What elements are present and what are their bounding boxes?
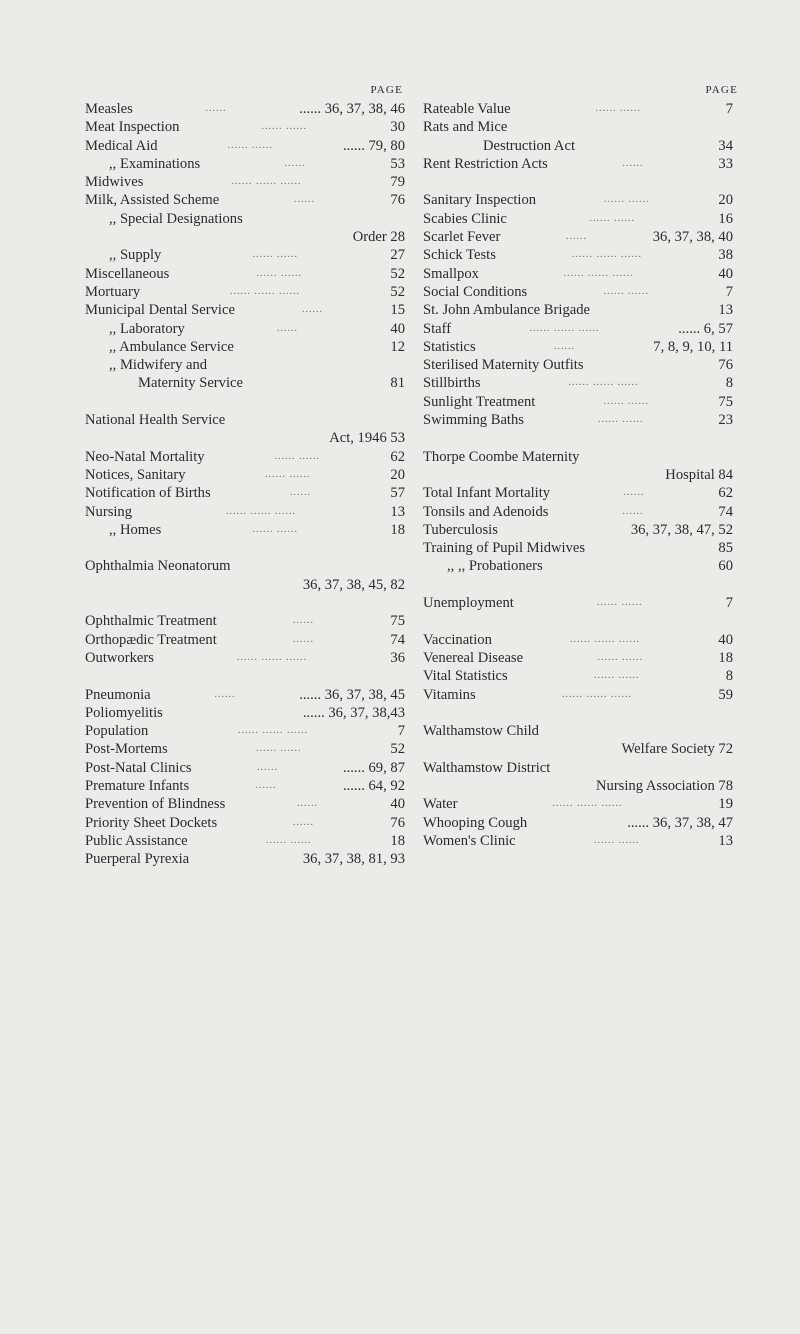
entry-term: Post-Natal Clinics [85, 759, 192, 776]
index-entry [85, 411, 405, 429]
entry-page-numbers: 7, 8, 9, 10, 11 [653, 338, 733, 355]
entry-term: ,, Homes [109, 521, 162, 538]
index-entry [423, 722, 743, 740]
index-entry [85, 210, 405, 228]
entry-term: Walthamstow Child [423, 723, 539, 740]
entry-term: Sanitary Inspection [423, 192, 537, 209]
index-entry [423, 466, 743, 484]
entry-page-numbers: 27 [390, 247, 405, 264]
entry-term: Neo-Natal Mortality [85, 448, 205, 465]
entry-term: Meat Inspection [85, 119, 180, 136]
entry-term: Notification of Births [85, 485, 211, 502]
entry-leader-dots: ...... [293, 816, 314, 828]
entry-term: Women's Clinic [423, 832, 516, 849]
index-entry [423, 740, 743, 758]
index-entry [85, 191, 405, 209]
entry-page-numbers: 13 [718, 832, 733, 849]
entry-page-numbers: 36, 37, 38, 47, 52 [630, 521, 733, 538]
section-gap [423, 576, 743, 594]
entry-page-numbers: ...... 36, 37, 38,43 [302, 704, 405, 721]
entry-page-numbers: 52 [390, 265, 405, 282]
entry-term: ,, Supply [109, 247, 162, 264]
entry-leader-dots: ...... ...... ...... [230, 285, 300, 297]
entry-leader-dots: ...... [255, 779, 277, 791]
entry-page-numbers: ...... 69, 87 [342, 759, 405, 776]
entry-page-numbers: 7 [397, 723, 405, 740]
index-entry [85, 521, 405, 539]
entry-term: Pneumonia [85, 686, 151, 703]
entry-page-numbers: 62 [718, 485, 733, 502]
entry-page-numbers: 59 [718, 686, 733, 703]
entry-leader-dots: ...... ...... [595, 103, 641, 114]
entry-page-numbers: 18 [390, 832, 405, 849]
entry-leader-dots: ...... ...... [603, 395, 649, 407]
entry-page-numbers: ...... 36, 37, 38, 46 [299, 101, 405, 117]
entry-term: Post-Mortems [85, 741, 168, 758]
index-entry [423, 265, 743, 283]
entry-leader-dots: ...... [290, 487, 311, 499]
entry-leader-dots: ...... [277, 322, 298, 334]
entry-page-numbers: 81 [390, 375, 405, 392]
entry-list-right [423, 100, 743, 850]
entry-page-numbers: 8 [725, 375, 733, 392]
entry-leader-dots: ...... ...... ...... [529, 322, 600, 334]
index-entry [423, 631, 743, 649]
entry-term: Water [423, 796, 458, 813]
entry-term: Stillbirths [423, 375, 481, 392]
index-entry [423, 484, 743, 502]
entry-page-numbers: 13 [718, 302, 733, 319]
index-entry [85, 631, 405, 649]
section-gap [85, 594, 405, 612]
index-entry [423, 557, 743, 575]
index-entry [85, 137, 405, 155]
entry-term: Rats and Mice [423, 119, 508, 136]
entry-term: Ophthalmia Neonatorum [85, 558, 231, 575]
index-entry [85, 246, 405, 264]
index-entry [423, 667, 743, 685]
entry-leader-dots: ...... ...... [597, 597, 643, 609]
entry-page-numbers: 19 [718, 796, 733, 813]
entry-list-left [85, 100, 405, 868]
entry-leader-dots: ...... ...... ...... [572, 249, 642, 261]
index-entry [423, 246, 743, 264]
entry-leader-dots: ...... [293, 633, 314, 645]
entry-page-numbers: 36, 37, 38, 40 [652, 229, 733, 246]
entry-term: ,, ,, Probationers [447, 558, 543, 575]
entry-leader-dots: ...... [297, 798, 318, 810]
index-entry [85, 704, 405, 722]
index-entry [85, 777, 405, 795]
entry-leader-dots: ...... [214, 688, 236, 700]
entry-page-numbers: 79 [390, 174, 405, 191]
entry-term: ,, Midwifery and [109, 357, 208, 374]
index-entry [85, 100, 405, 118]
entry-page-numbers: ...... 36, 37, 38, 47 [627, 814, 733, 831]
index-entry [423, 320, 743, 338]
index-entry [423, 594, 743, 612]
index-entry [85, 503, 405, 521]
entry-term: Vital Statistics [423, 668, 508, 685]
entry-term: Medical Aid [85, 137, 158, 154]
index-entry [423, 191, 743, 209]
entry-term: ,, Laboratory [109, 320, 185, 337]
entry-term: Venereal Disease [423, 649, 524, 666]
index-entry [85, 118, 405, 136]
index-entry [423, 814, 743, 832]
entry-page-numbers: 76 [390, 814, 405, 831]
entry-page-numbers: 76 [718, 357, 733, 374]
entry-leader-dots: ...... ...... [274, 450, 320, 462]
entry-page-numbers: 36, 37, 38, 45, 82 [302, 576, 405, 593]
entry-page-numbers: 18 [718, 649, 733, 666]
entry-page-numbers: 16 [718, 210, 733, 227]
entry-term: Public Assistance [85, 832, 188, 849]
index-entry [85, 228, 405, 246]
entry-page-numbers: 23 [718, 412, 733, 429]
index-entry [423, 301, 743, 319]
entry-page-numbers: Nursing Association 78 [595, 777, 733, 794]
index-entry [423, 228, 743, 246]
entry-term: Swimming Baths [423, 412, 524, 429]
index-entry [85, 429, 405, 447]
index-entry [85, 320, 405, 338]
entry-leader-dots: ...... [622, 157, 644, 169]
entry-leader-dots: ...... ...... [597, 651, 643, 663]
entry-term: Total Infant Mortality [423, 485, 551, 502]
entry-leader-dots: ...... ...... ...... [231, 176, 302, 188]
section-gap [85, 539, 405, 557]
index-entry [423, 759, 743, 777]
entry-leader-dots: ...... ...... [594, 834, 640, 846]
entry-term: Walthamstow District [423, 759, 551, 776]
entry-term: Rateable Value [423, 101, 511, 117]
index-entry [423, 393, 743, 411]
index-entry [85, 686, 405, 704]
index-entry [85, 759, 405, 777]
entry-leader-dots: ...... ...... ...... [568, 377, 639, 389]
entry-page-numbers: 7 [725, 101, 733, 117]
entry-leader-dots: ...... ...... ...... [552, 798, 623, 810]
entry-page-numbers: 85 [718, 540, 733, 557]
entry-leader-dots: ...... ...... [256, 743, 302, 755]
entry-page-numbers: Hospital 84 [665, 466, 733, 483]
entry-term: Tuberculosis [423, 521, 498, 538]
entry-leader-dots: ...... ...... ...... [570, 633, 640, 645]
entry-term: Scarlet Fever [423, 229, 501, 246]
index-entry [423, 137, 743, 155]
entry-leader-dots: ...... [284, 157, 306, 169]
entry-leader-dots: ...... ...... [604, 194, 650, 206]
entry-leader-dots: ...... ...... ...... [563, 267, 634, 279]
entry-page-numbers: ...... 36, 37, 38, 45 [299, 686, 405, 703]
section-gap [423, 704, 743, 722]
index-entry [423, 411, 743, 429]
entry-term: Thorpe Coombe Maternity [423, 448, 580, 465]
entry-page-numbers: 36 [390, 649, 405, 666]
entry-term: Training of Pupil Midwives [423, 540, 586, 557]
page-column-heading: PAGE [370, 84, 403, 96]
entry-term: Staff [423, 320, 452, 337]
section-gap [85, 393, 405, 411]
entry-term: St. John Ambulance Brigade [423, 302, 590, 319]
index-entry [85, 484, 405, 502]
index-entry [85, 374, 405, 392]
index-entry [423, 356, 743, 374]
index-entry [423, 832, 743, 850]
entry-page-numbers: ...... 79, 80 [342, 137, 405, 154]
entry-term: Orthopædic Treatment [85, 631, 217, 648]
entry-leader-dots: ...... ...... ...... [562, 688, 632, 700]
entry-page-numbers: 53 [390, 155, 405, 172]
entry-leader-dots: ...... [293, 615, 314, 627]
entry-term: Nursing [85, 503, 133, 520]
index-entry [85, 338, 405, 356]
index-entry [423, 795, 743, 813]
section-gap [85, 667, 405, 685]
entry-page-numbers: 40 [718, 631, 733, 648]
section-gap [423, 173, 743, 191]
entry-term: Sterilised Maternity Outfits [423, 357, 584, 374]
index-entry [85, 356, 405, 374]
entry-term: Milk, Assisted Scheme [85, 192, 220, 209]
index-entry [85, 795, 405, 813]
entry-page-numbers: 52 [390, 741, 405, 758]
entry-term: Notices, Sanitary [85, 466, 186, 483]
entry-page-numbers: 20 [718, 192, 733, 209]
index-entry [85, 155, 405, 173]
entry-page-numbers: 12 [390, 338, 405, 355]
index-entry [85, 850, 405, 868]
entry-term: Whooping Cough [423, 814, 528, 831]
entry-leader-dots: ...... [205, 103, 227, 114]
entry-page-numbers: 36, 37, 38, 81, 93 [302, 851, 405, 868]
entry-page-numbers: 74 [718, 503, 733, 520]
entry-term: Priority Sheet Dockets [85, 814, 218, 831]
index-entry [85, 173, 405, 191]
entry-leader-dots: ...... ...... [594, 670, 640, 682]
entry-leader-dots: ...... ...... [265, 468, 311, 480]
entry-page-numbers: 40 [390, 796, 405, 813]
entry-leader-dots: ...... ...... [266, 834, 312, 846]
entry-term: ,, Examinations [109, 155, 201, 172]
entry-term: Statistics [423, 338, 476, 355]
entry-page-numbers: 62 [390, 448, 405, 465]
entry-term: Miscellaneous [85, 265, 170, 282]
index-entry [85, 557, 405, 575]
entry-page-numbers: 8 [725, 668, 733, 685]
index-entry [85, 722, 405, 740]
page-column-heading: PAGE [705, 84, 738, 96]
entry-leader-dots: ...... ...... [227, 139, 273, 151]
entry-page-numbers: 38 [718, 247, 733, 264]
index-entry [423, 649, 743, 667]
entry-page-numbers: 30 [390, 119, 405, 136]
entry-leader-dots: ...... [566, 231, 587, 243]
index-entry [423, 503, 743, 521]
entry-page-numbers: 60 [718, 558, 733, 575]
entry-page-numbers: 15 [390, 302, 405, 319]
entry-page-numbers: Order 28 [352, 229, 405, 246]
entry-leader-dots: ...... [622, 505, 644, 517]
index-entry [85, 283, 405, 301]
index-entry [423, 100, 743, 118]
index-entry [423, 155, 743, 173]
entry-term: Vaccination [423, 631, 492, 648]
index-entry [85, 740, 405, 758]
index-entry [423, 118, 743, 136]
entry-term: Puerperal Pyrexia [85, 851, 190, 868]
index-entry [423, 210, 743, 228]
entry-page-numbers: 52 [390, 283, 405, 300]
entry-term: Schick Tests [423, 247, 496, 264]
index-entry [423, 338, 743, 356]
entry-leader-dots: ...... ...... ...... [226, 505, 296, 517]
entry-page-numbers: 18 [390, 521, 405, 538]
entry-term: ,, Ambulance Service [109, 338, 234, 355]
entry-term: National Health Service [85, 412, 226, 429]
entry-page-numbers: 7 [725, 283, 733, 300]
index-entry [423, 448, 743, 466]
entry-leader-dots: ...... [623, 487, 645, 499]
entry-term: Midwives [85, 174, 144, 191]
index-entry [423, 521, 743, 539]
entry-page-numbers: 57 [390, 485, 405, 502]
entry-leader-dots: ...... ...... [252, 523, 298, 535]
entry-leader-dots: ...... ...... [603, 285, 649, 297]
entry-page-numbers: 7 [725, 595, 733, 612]
index-entry [423, 539, 743, 557]
entry-term: Municipal Dental Service [85, 302, 235, 319]
entry-page-numbers: Act, 1946 53 [329, 430, 405, 447]
entry-term: Rent Restriction Acts [423, 155, 548, 172]
entry-page-numbers: 40 [390, 320, 405, 337]
index-entry [85, 466, 405, 484]
index-entry [423, 686, 743, 704]
section-gap [423, 429, 743, 447]
entry-term: Smallpox [423, 265, 479, 282]
index-entry [85, 265, 405, 283]
entry-term: Scabies Clinic [423, 210, 507, 227]
entry-leader-dots: ...... ...... [256, 267, 302, 279]
entry-term: Destruction Act [483, 137, 576, 154]
entry-leader-dots: ...... [302, 304, 323, 316]
entry-term: Measles [85, 101, 133, 117]
index-entry [85, 612, 405, 630]
entry-page-numbers: Welfare Society 72 [621, 741, 733, 758]
entry-term: Premature Infants [85, 777, 190, 794]
index-entry [85, 649, 405, 667]
index-entry [85, 814, 405, 832]
entry-term: Social Conditions [423, 283, 528, 300]
entry-term: Tonsils and Adenoids [423, 503, 549, 520]
entry-term: Sunlight Treatment [423, 393, 536, 410]
index-entry [423, 374, 743, 392]
entry-term: Maternity Service [138, 375, 243, 392]
entry-leader-dots: ...... ...... [598, 414, 644, 426]
entry-term: Unemployment [423, 595, 514, 612]
index-entry [85, 576, 405, 594]
entry-leader-dots: ...... [294, 194, 315, 206]
entry-page-numbers: 13 [390, 503, 405, 520]
entry-term: Outworkers [85, 649, 154, 666]
entry-page-numbers: 34 [718, 137, 733, 154]
entry-leader-dots: ...... [554, 340, 575, 352]
entry-leader-dots: ...... [257, 761, 278, 773]
entry-page-numbers: ...... 6, 57 [678, 320, 733, 337]
entry-term: Poliomyelitis [85, 704, 163, 721]
entry-term: Ophthalmic Treatment [85, 613, 217, 630]
entry-page-numbers: 33 [718, 155, 733, 172]
entry-page-numbers: 40 [718, 265, 733, 282]
entry-leader-dots: ...... ...... [252, 249, 298, 261]
entry-term: Prevention of Blindness [85, 796, 226, 813]
entry-leader-dots: ...... ...... [589, 212, 635, 224]
entry-page-numbers: 75 [390, 613, 405, 630]
index-entry [85, 448, 405, 466]
entry-term: Population [85, 723, 149, 740]
entry-page-numbers: ...... 64, 92 [342, 777, 405, 794]
index-entry [85, 832, 405, 850]
entry-term: Mortuary [85, 283, 141, 300]
entry-leader-dots: ...... ...... ...... [237, 651, 307, 663]
entry-page-numbers: 20 [390, 466, 405, 483]
entry-term: ,, Special Designations [109, 210, 243, 227]
entry-leader-dots: ...... ...... ...... [238, 725, 308, 737]
entry-page-numbers: 74 [390, 631, 405, 648]
index-entry [423, 777, 743, 795]
section-gap [423, 612, 743, 630]
index-entry [85, 301, 405, 319]
entry-leader-dots: ...... ...... [261, 121, 307, 133]
index-entry [423, 283, 743, 301]
entry-term: Vitamins [423, 686, 476, 703]
entry-page-numbers: 75 [718, 393, 733, 410]
entry-page-numbers: 76 [390, 192, 405, 209]
